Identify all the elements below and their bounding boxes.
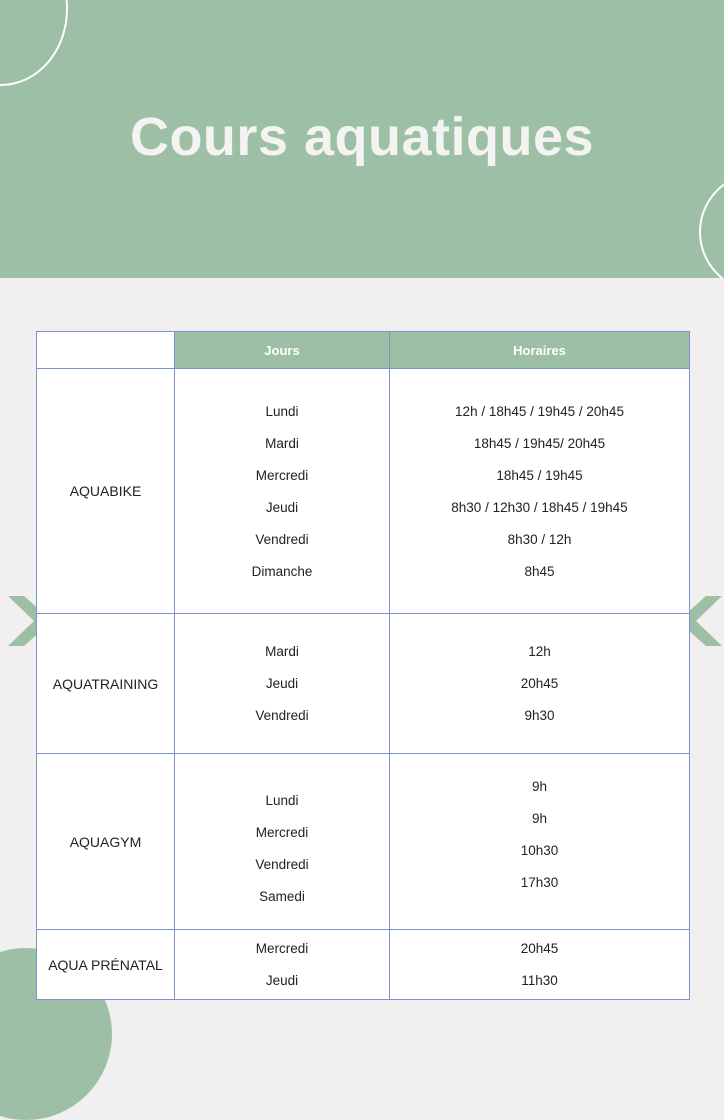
page-title: Cours aquatiques xyxy=(129,107,595,167)
day: Lundi xyxy=(265,403,299,419)
time: 9h xyxy=(531,811,548,826)
day: Vendredi xyxy=(255,857,309,872)
time: 20h45 xyxy=(520,676,559,691)
header-jours: Jours xyxy=(175,332,390,369)
day: Mardi xyxy=(265,644,299,659)
day: Mercredi xyxy=(255,825,309,840)
times-cell xyxy=(390,930,690,1000)
schedule-table xyxy=(36,331,690,1000)
time: 9h30 xyxy=(524,708,555,723)
day: Jeudi xyxy=(265,973,299,988)
time: 8h30 / 12h30 / 18h45 / 19h45 xyxy=(451,499,628,515)
day: Samedi xyxy=(259,889,305,904)
time: 20h45 xyxy=(520,941,559,956)
day: Lundi xyxy=(265,793,299,808)
table-row xyxy=(37,930,690,1000)
day: Mercredi xyxy=(255,941,309,956)
course-name: AQUABIKE xyxy=(37,369,175,614)
times-cell xyxy=(390,614,690,754)
time: 8h30 / 12h xyxy=(507,531,572,547)
header-corner-cell xyxy=(37,332,175,369)
header-banner xyxy=(0,0,724,278)
table-header-row xyxy=(37,332,690,369)
decorative-circle-right xyxy=(699,172,724,278)
times-cell xyxy=(390,369,690,614)
table-row xyxy=(37,754,690,930)
time: 17h30 xyxy=(520,875,559,890)
day: Vendredi xyxy=(255,708,309,723)
day: Jeudi xyxy=(265,676,299,691)
header-horaires: Horaires xyxy=(390,332,690,369)
days-cell xyxy=(175,614,390,754)
time: 8h45 xyxy=(524,563,555,579)
days-cell xyxy=(175,369,390,614)
day: Jeudi xyxy=(265,499,299,515)
day: Mercredi xyxy=(255,467,309,483)
course-name: AQUA PRÉNATAL xyxy=(37,930,175,1000)
times-cell xyxy=(390,754,690,930)
table-row xyxy=(37,614,690,754)
time: 11h30 xyxy=(521,973,558,988)
day: Dimanche xyxy=(251,563,313,579)
day: Mardi xyxy=(265,435,299,451)
time: 18h45 / 19h45/ 20h45 xyxy=(473,435,606,451)
days-cell xyxy=(175,930,390,1000)
table-row xyxy=(37,369,690,614)
time: 12h / 18h45 / 19h45 / 20h45 xyxy=(455,403,624,419)
course-name: AQUAGYM xyxy=(37,754,175,930)
days-cell xyxy=(175,754,390,930)
course-name: AQUATRAINING xyxy=(37,614,175,754)
decorative-circle-top-left xyxy=(0,0,68,86)
time: 12h xyxy=(528,644,551,659)
time: 9h xyxy=(531,779,548,794)
day: Vendredi xyxy=(255,531,309,547)
time: 10h30 xyxy=(520,843,559,858)
time: 18h45 / 19h45 xyxy=(496,467,583,483)
